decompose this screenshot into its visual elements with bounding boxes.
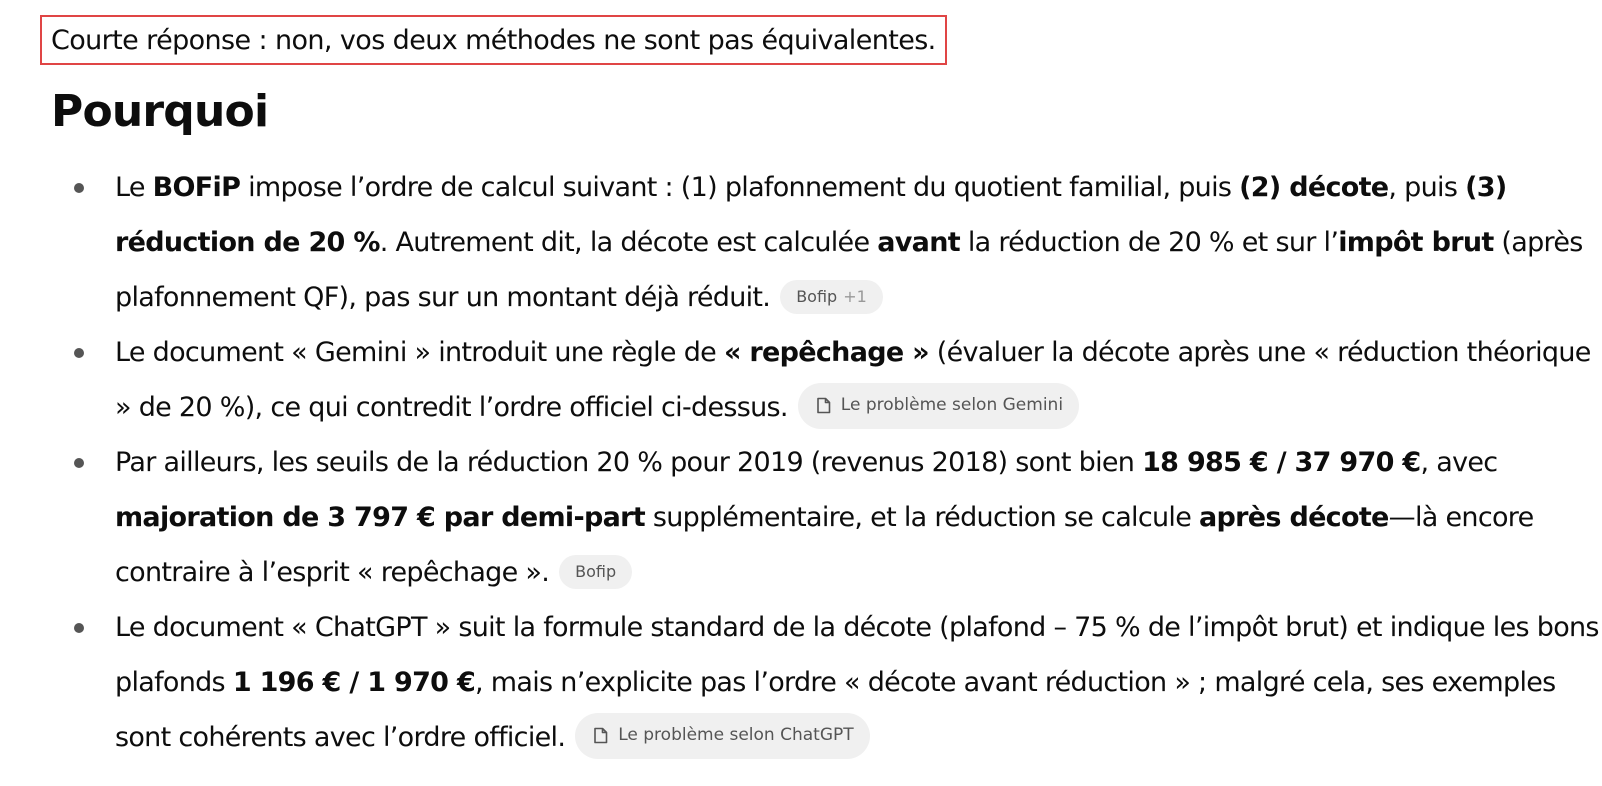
section-heading: Pourquoi xyxy=(51,86,269,137)
list-item: Par ailleurs, les seuils de la réduction 20 % pour 2019 (revenus 2018) sont bien 18 985 € / 37 970 €, avec majoration de 3 797 € par demi-part supplémentaire, et la réduction se calcule après décote—là encore contraire à l’esprit « repêchage ». Bofip xyxy=(74,435,1599,600)
citation-chip-gemini[interactable]: Le problème selon Gemini xyxy=(798,383,1079,429)
list-item: Le document « Gemini » introduit une règle de « repêchage » (évaluer la décote après une « réduction théorique » de 20 %), ce qui contredit l’ordre officiel ci-dessus. Le problème selon Gemini xyxy=(74,325,1599,435)
short-answer-box xyxy=(40,15,947,65)
document-icon xyxy=(816,397,831,414)
citation-chip-bofip[interactable]: Bofip +1 xyxy=(780,280,883,314)
citation-chip-chatgpt[interactable]: Le problème selon ChatGPT xyxy=(575,713,869,759)
short-answer-text: Courte réponse : non, vos deux méthodes ne sont pas équivalentes. xyxy=(51,24,936,56)
citation-chip-bofip[interactable]: Bofip xyxy=(559,555,632,589)
bullet-icon xyxy=(74,623,84,633)
bullet-icon xyxy=(74,183,84,193)
document-icon xyxy=(593,727,608,744)
bullet-icon xyxy=(74,348,84,358)
list-item: Le BOFiP impose l’ordre de calcul suivant : (1) plafonnement du quotient familial, puis (2) décote, puis (3) réduction de 20 %. Autrement dit, la décote est calculée avant la réduction de 20 % et sur l’impôt brut (après plafonnement QF), pas sur un montant déjà réduit. Bofip +1 xyxy=(74,160,1599,325)
reasons-list xyxy=(74,160,1599,765)
bullet-icon xyxy=(74,458,84,468)
list-item: Le document « ChatGPT » suit la formule standard de la décote (plafond – 75 % de l’impôt brut) et indique les bons plafonds 1 196 € / 1 970 €, mais n’explicite pas l’ordre « décote avant réduction » ; malgré cela, ses exemples sont cohérents avec l’ordre officiel. Le problème selon ChatGPT xyxy=(74,600,1599,765)
